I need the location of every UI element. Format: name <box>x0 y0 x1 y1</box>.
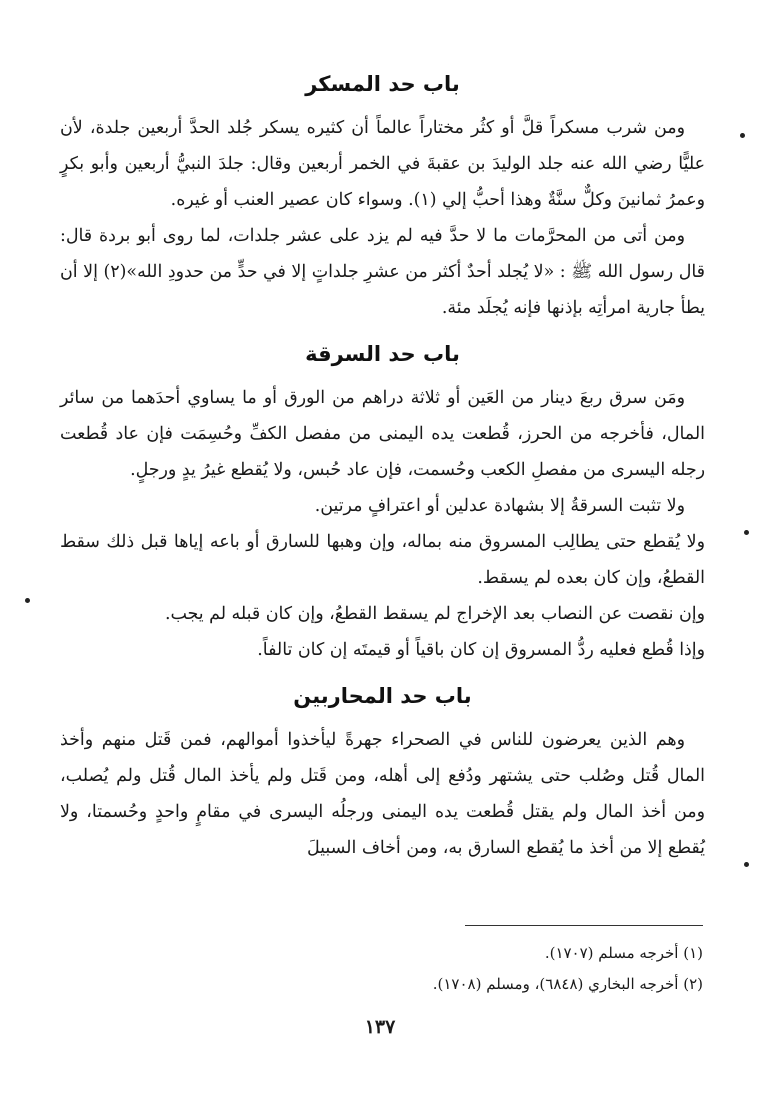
footnote: (١) أخرجه مسلم (١٧٠٧). <box>544 944 703 962</box>
footnotes <box>300 938 703 1000</box>
paragraph: ومن أتى من المحرَّمات ما لا حدَّ فيه لم يزد على عشر جلدات، لما روى أبو بردة قال: قال رسول الله ﷺ : «لا يُجلد أحدٌ أكثر من عشرِ جلداتٍ إلا في حدٍّ من حدودِ الله»(٢) إلا أن يطأ جارية امرأتِه بإذنها فإنه يُجلَد مئة. <box>60 226 705 318</box>
paragraph: ومن شرب مسكراً قلَّ أو كثُر مختاراً عالماً أن كثيره يسكر جُلد الحدَّ أربعين جلدة، لأن عليًّا رضي الله عنه جلد الوليدَ بن عقبةَ في الخمر أربعين وقال: جلدَ النبيُّ أربعين وأبو بكرٍ وعمرُ ثمانينَ وكلٌّ سنَّةٌ وهذا أحبُّ إلي (١). وسواء كان عصير العنب أو غيره. <box>60 118 705 210</box>
paragraph: ومَن سرق ربعَ دينار من العَين أو ثلاثة دراهم من الورق أو ما يساوي أحدَهما من سائر المال، فأخرجه من الحرز، قُطعت يده اليمنى من مفصل الكفِّ وحُسِمَت فإن عاد قُطعت رجله اليسرى من مفصلِ الكعب وحُسمت، فإن عاد حُبس، ولا يُقطع غيرُ يدٍ ورجلٍ. <box>60 388 705 480</box>
page-number: ١٣٧ <box>364 1016 396 1038</box>
page-body <box>60 62 705 866</box>
margin-dot <box>740 133 745 138</box>
paragraph: وإذا قُطع فعليه ردُّ المسروق إن كان باقياً أو قيمتَه إن كان تالفاً. <box>257 640 705 660</box>
paragraph: ولا يُقطع حتى يطالِب المسروق منه بماله، وإن وهبها للسارق أو باعه إياها قبل ذلك سقط القطعُ، وإن كان بعده لم يسقط. <box>60 532 705 588</box>
margin-dot <box>744 862 749 867</box>
footnote-divider <box>465 925 703 926</box>
footnote: (٢) أخرجه البخاري (٦٨٤٨)، ومسلم (١٧٠٨). <box>432 975 703 993</box>
margin-dot <box>25 598 30 603</box>
section-heading-intoxicants: باب حد المسكر <box>305 72 460 96</box>
paragraph: ولا تثبت السرقةُ إلا بشهادة عدلين أو اعترافٍ مرتين. <box>314 496 685 516</box>
paragraph: وهم الذين يعرضون للناس في الصحراء جهرةً ليأخذوا أموالهم، فمن قَتل منهم وأخذ المال قُتل وصُلب حتى يشتهر ودُفع إلى أهله، ومن قَتل ولم يأخذ المال قُتل ولم يُصلب، ومن أخذ المال ولم يقتل قُطعت يده اليمنى ورجلُه اليسرى في مقامٍ واحدٍ وحُسمتا، ولا يُقطع إلا من أخذ ما يُقطع السارق به، ومن أخاف السبيلَ <box>60 730 705 858</box>
margin-dot <box>744 530 749 535</box>
section-heading-highway-robbers: باب حد المحاربين <box>293 684 472 708</box>
section-heading-theft: باب حد السرقة <box>305 342 460 366</box>
paragraph: وإن نقصت عن النصاب بعد الإخراج لم يسقط القطعُ، وإن كان قبله لم يجب. <box>164 604 705 624</box>
